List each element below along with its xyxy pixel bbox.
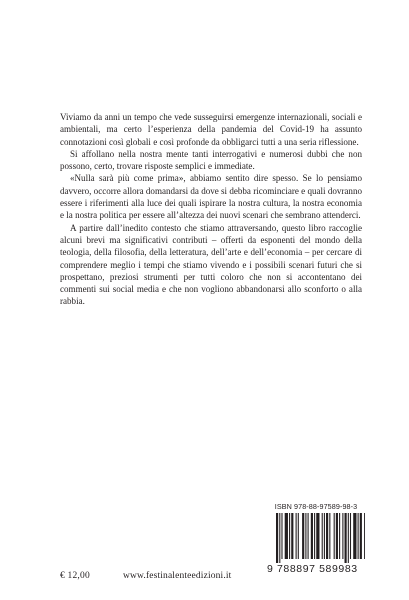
barcode-bar <box>358 513 359 559</box>
barcode-bar <box>316 513 319 559</box>
isbn-number: ISBN 978-88-97589-98-3 <box>274 502 358 511</box>
back-cover-blurb <box>60 111 362 308</box>
barcode-bar <box>298 513 299 559</box>
isbn-barcode-block <box>267 502 365 582</box>
blurb-paragraph-4: A partire dall’inedito contesto che stiamo attraversando, questo libro raccoglie alcuni brevi ma significativi contributi – offerti da esponenti del mondo della teologia, della filosofia, della letteratura, dell’arte e dell’economia – per cercare di comprendere meglio i tempi che stiamo vivendo e i possibili scenari futuri che si prospettano, preziosi strumenti per tutti coloro che non si accontentano dei commenti sui social media e che non vogliono abbandonarsi allo sconforto o alla rabbia. <box>60 222 362 307</box>
ean-digits: 9 788897 589983 <box>267 563 358 575</box>
barcode-bar <box>336 513 338 559</box>
blurb-paragraph-2: Si affollano nella nostra mente tanti interrogativi e numerosi dubbi che non possono, certo, trovare risposte semplici e immediate. <box>60 148 362 172</box>
blurb-paragraph-3: «Nulla sarà più come prima», abbiamo sentito dire spesso. Se lo pensiamo davvero, occorre allora domandarsi da dove si debba ricominciare e quali dovranno essere i riferimenti alla luce dei quali ispirare la nostra cultura, la nostra economia e la nostra politica per essere all’altezza dei nuovi scenari che sembrano attenderci. <box>60 173 362 221</box>
blurb-paragraph-1: Viviamo da anni un tempo che vede susseguirsi emergenze internazionali, sociali e ambientali, ma certo l’esperienza della pandemia del Covid-19 ha assunto connotazioni così globali e così profonde da obbligarci tutti a una seria riflessione. <box>60 112 362 147</box>
publisher-website: www.festinalenteedizioni.it <box>123 571 232 581</box>
barcode-bar <box>353 513 356 559</box>
barcode-bar <box>279 513 280 563</box>
barcode-bar <box>281 513 282 559</box>
barcode-bar <box>322 513 323 559</box>
barcode-bar <box>311 513 313 559</box>
barcode-bar <box>305 513 306 559</box>
barcode-bar <box>289 513 290 559</box>
barcode-bar <box>329 513 330 559</box>
barcode-bar <box>360 513 362 559</box>
barcode-bar <box>302 513 304 559</box>
barcode-bar <box>339 513 340 559</box>
barcode-bar <box>334 513 335 559</box>
barcode-bar <box>345 513 347 563</box>
barcode-bar <box>348 513 349 563</box>
barcode-image <box>267 513 365 563</box>
barcode-bar <box>285 513 288 559</box>
barcode-bar <box>291 513 293 559</box>
barcode-bar <box>314 513 315 559</box>
barcode-bar <box>326 513 328 559</box>
barcode-bar <box>364 513 365 559</box>
price-label: € 12,00 <box>60 571 90 581</box>
barcode-bar <box>324 513 325 559</box>
barcode-bar <box>342 513 343 559</box>
barcode-bar <box>350 513 351 559</box>
barcode-bar <box>296 513 297 559</box>
barcode-bar <box>308 513 309 559</box>
barcode-bar <box>276 513 278 563</box>
